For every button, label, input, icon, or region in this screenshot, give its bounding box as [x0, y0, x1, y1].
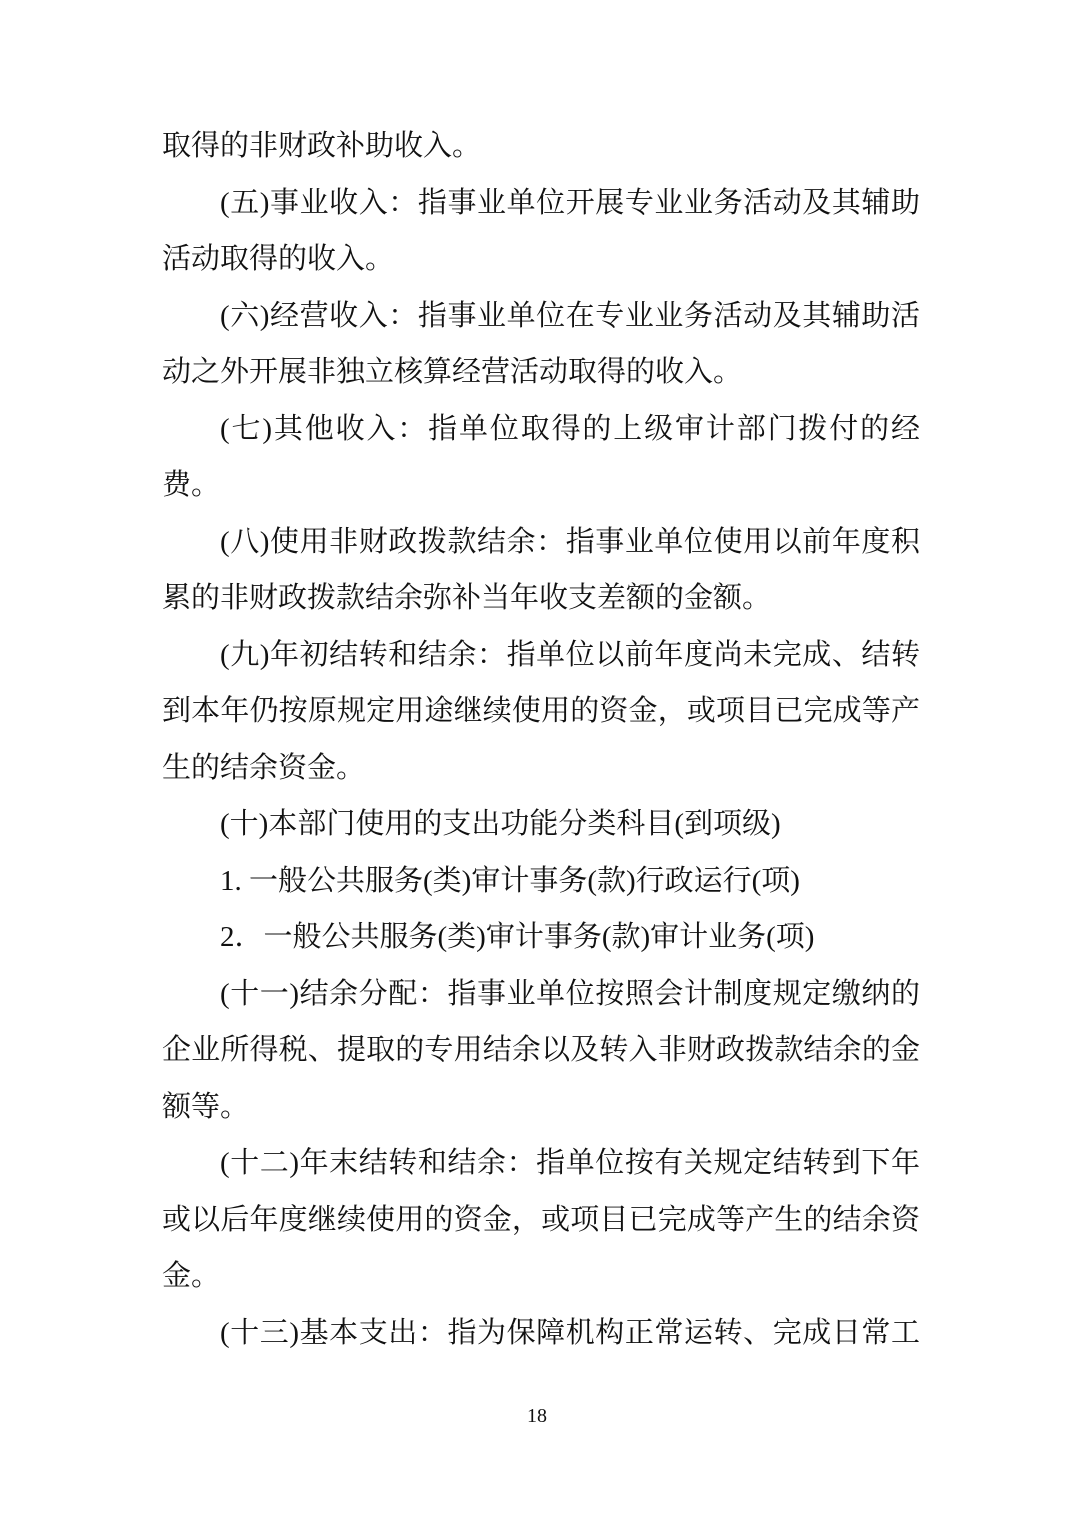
text-line: 金。 [162, 1260, 221, 1292]
text-line: 或以后年度继续使用的资金，或项目已完成等产生的结余资 [162, 1203, 920, 1236]
text-line: 取得的非财政补助收入。 [162, 130, 482, 162]
paragraph [162, 966, 920, 1136]
text-line: 费。 [162, 469, 221, 501]
text-line: 到本年仍按原规定用途继续使用的资金，或项目已完成等产 [162, 695, 920, 727]
text-line: (十一)结余分配：指事业单位按照会计制度规定缴纳的 [220, 977, 920, 1010]
text-line: 动之外开展非独立核算经营活动取得的收入。 [162, 356, 743, 388]
list-item [162, 853, 920, 910]
text-line: (五)事业收入：指事业单位开展专业业务活动及其辅助 [220, 186, 920, 219]
text-line: (九)年初结转和结余：指单位以前年度尚未完成、结转 [220, 638, 920, 671]
text-block [162, 118, 920, 1361]
text-line: (七)其他收入：指单位取得的上级审计部门拨付的经 [220, 412, 920, 445]
text-line: (十)本部门使用的支出功能分类科目(到项级) [220, 808, 781, 840]
paragraph [162, 118, 920, 175]
paragraph [162, 1135, 920, 1305]
text-line: 2．一般公共服务(类)审计事务(款)审计业务(项) [220, 921, 815, 953]
text-line: 企业所得税、提取的专用结余以及转入非财政拨款结余的金 [162, 1034, 920, 1066]
paragraph [162, 514, 920, 627]
text-line: (八)使用非财政拨款结余：指事业单位使用以前年度积 [220, 525, 920, 558]
text-line: (十二)年末结转和结余：指单位按有关规定结转到下年 [220, 1147, 920, 1179]
text-line: 活动取得的收入。 [162, 243, 395, 275]
text-line: 生的结余资金。 [162, 751, 366, 784]
paragraph [162, 175, 920, 288]
page-number: 18 [527, 1405, 547, 1427]
text-line: (六)经营收入：指事业单位在专业业务活动及其辅助活 [220, 299, 920, 332]
text-line: (十三)基本支出：指为保障机构正常运转、完成日常工 [220, 1316, 920, 1349]
list-item [162, 909, 920, 966]
paragraph [162, 288, 920, 401]
paragraph [162, 796, 920, 853]
paragraph [162, 401, 920, 514]
text-line: 累的非财政拨款结余弥补当年收支差额的金额。 [162, 582, 772, 614]
paragraph [162, 627, 920, 797]
paragraph [162, 1305, 920, 1362]
text-line: 1. 一般公共服务(类)审计事务(款)行政运行(项) [220, 864, 800, 897]
text-line: 额等。 [162, 1090, 250, 1123]
